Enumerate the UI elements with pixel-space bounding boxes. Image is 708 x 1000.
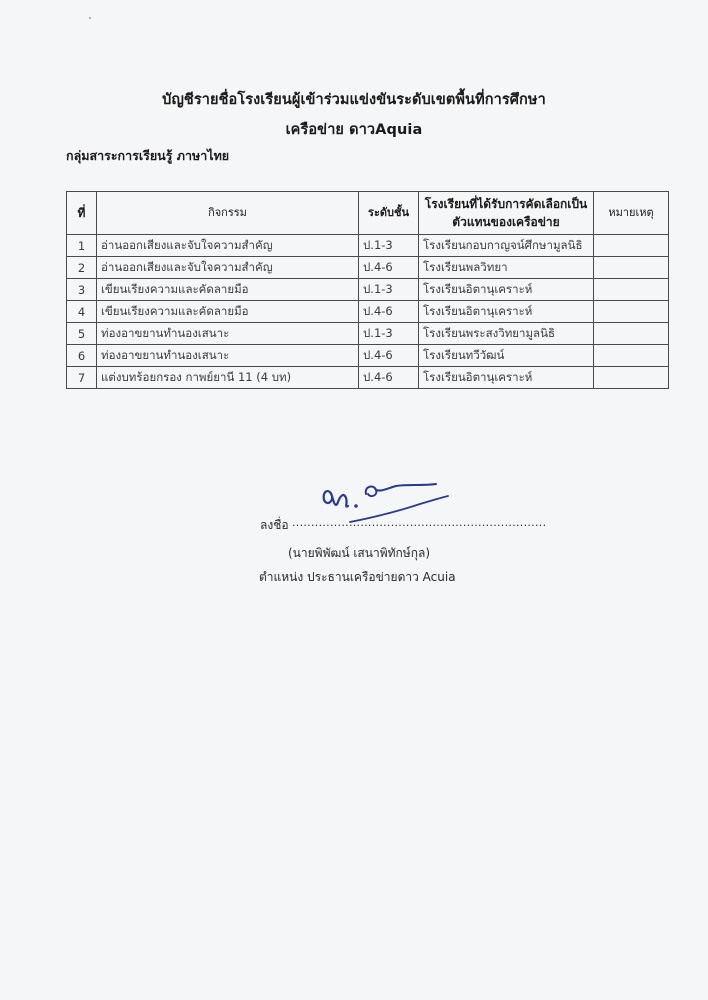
header-note: หมายเหตุ xyxy=(594,192,669,235)
cell-level: ป.1-3 xyxy=(359,235,419,257)
cell-no: 2 xyxy=(67,257,97,279)
cell-level: ป.1-3 xyxy=(359,279,419,301)
cell-note xyxy=(594,279,669,301)
header-level: ระดับชั้น xyxy=(359,192,419,235)
cell-activity: อ่านออกเสียงและจับใจความสำคัญ xyxy=(97,235,359,257)
cell-level: ป.4-6 xyxy=(359,367,419,389)
table-body xyxy=(67,235,669,389)
cell-note xyxy=(594,367,669,389)
cell-no: 4 xyxy=(67,301,97,323)
cell-note xyxy=(594,345,669,367)
table-row xyxy=(67,279,669,301)
cell-activity: แต่งบทร้อยกรอง กาพย์ยานี 11 (4 บท) xyxy=(97,367,359,389)
document-title: บัญชีรายชื่อโรงเรียนผู้เข้าร่วมแข่งขันระดับเขตพื้นที่การศึกษา xyxy=(162,92,546,108)
signer-position: ตำแหน่ง ประธานเครือข่ายดาว Acuia xyxy=(259,570,456,584)
network-name: เครือข่าย ดาวAquia xyxy=(285,122,423,138)
cell-note xyxy=(594,235,669,257)
cell-level: ป.4-6 xyxy=(359,257,419,279)
header-activity: กิจกรรม xyxy=(97,192,359,235)
cell-school: โรงเรียนพระสงวิทยามูลนิธิ xyxy=(419,323,594,345)
signature-label: ลงชื่อ xyxy=(260,518,289,532)
cell-level: ป.4-6 xyxy=(359,345,419,367)
school-roster-table xyxy=(66,191,669,389)
cell-school: โรงเรียนพลวิทยา xyxy=(419,257,594,279)
cell-note xyxy=(594,257,669,279)
cell-no: 6 xyxy=(67,345,97,367)
table-row xyxy=(67,235,669,257)
cell-school: โรงเรียนอิตานุเคราะห์ xyxy=(419,301,594,323)
scan-speck xyxy=(89,17,91,19)
table-header-row xyxy=(67,192,669,235)
cell-school: โรงเรียนอิตานุเคราะห์ xyxy=(419,367,594,389)
cell-activity: ท่องอาขยานทำนองเสนาะ xyxy=(97,345,359,367)
cell-no: 1 xyxy=(67,235,97,257)
table-row xyxy=(67,367,669,389)
table-row xyxy=(67,257,669,279)
table-row xyxy=(67,301,669,323)
signature-line: ................................................................... xyxy=(292,516,547,529)
cell-note xyxy=(594,323,669,345)
cell-no: 7 xyxy=(67,367,97,389)
table-row xyxy=(67,345,669,367)
cell-note xyxy=(594,301,669,323)
cell-level: ป.1-3 xyxy=(359,323,419,345)
cell-activity: เขียนเรียงความและคัดลายมือ xyxy=(97,279,359,301)
cell-school: โรงเรียนกอบกาญจน์ศึกษามูลนิธิ xyxy=(419,235,594,257)
cell-activity: อ่านออกเสียงและจับใจความสำคัญ xyxy=(97,257,359,279)
cell-activity: เขียนเรียงความและคัดลายมือ xyxy=(97,301,359,323)
cell-no: 5 xyxy=(67,323,97,345)
header-no: ที่ xyxy=(67,192,97,235)
cell-school: โรงเรียนทวีวัฒน์ xyxy=(419,345,594,367)
subject-group: กลุ่มสาระการเรียนรู้ ภาษาไทย xyxy=(66,148,230,163)
header-school: โรงเรียนที่ได้รับการคัดเลือกเป็นตัวแทนของเครือข่าย xyxy=(419,192,594,235)
cell-school: โรงเรียนอิตานุเคราะห์ xyxy=(419,279,594,301)
cell-level: ป.4-6 xyxy=(359,301,419,323)
table-row xyxy=(67,323,669,345)
cell-no: 3 xyxy=(67,279,97,301)
cell-activity: ท่องอาขยานทำนองเสนาะ xyxy=(97,323,359,345)
signer-name: (นายพิพัฒน์ เสนาพิทักษ์กุล) xyxy=(288,546,430,560)
